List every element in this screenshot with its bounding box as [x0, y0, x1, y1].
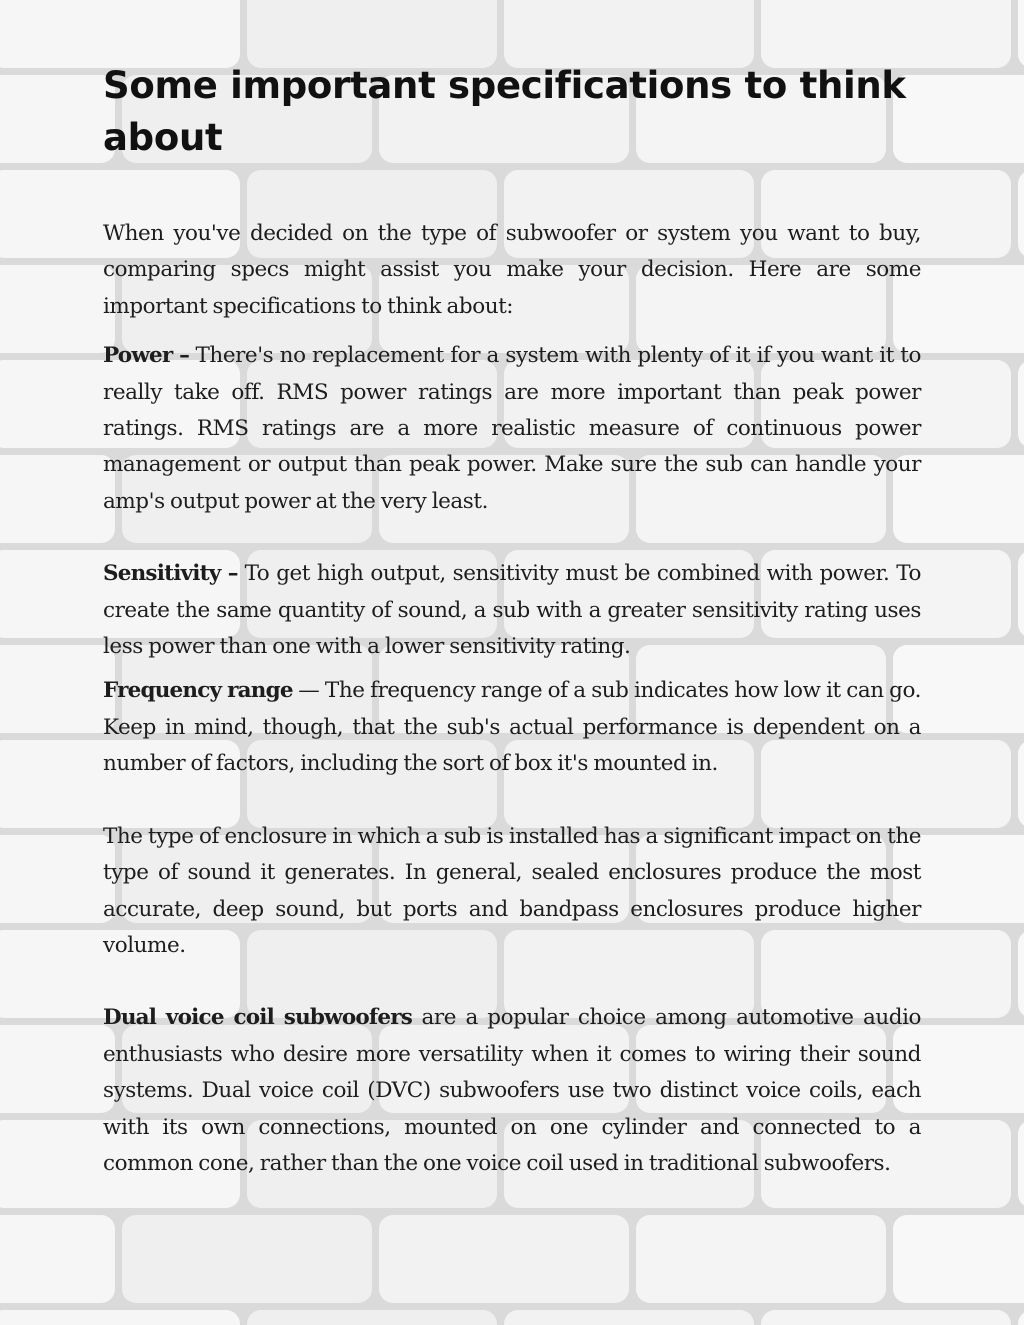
brick	[1018, 740, 1024, 828]
brick	[636, 1215, 886, 1303]
brick	[761, 1310, 1011, 1325]
power-text: There's no replacement for a system with plenty of it if you want it to really take off. RMS power ratings are more important than peak power ratings. RMS ratings are a more realistic measure of continuous power management or output than peak power. Make sure the sub can handle your amp's output power at the very least.	[103, 343, 921, 514]
brick	[504, 0, 754, 68]
power-term: Power –	[103, 343, 190, 369]
frequency-paragraph	[103, 673, 921, 782]
brick	[0, 0, 240, 68]
brick	[247, 1310, 497, 1325]
enclosure-paragraph: The type of enclosure in which a sub is installed has a significant impact on the type of sound it generates. In general, sealed enclosures produce the most accurate, deep sound, but ports and bandpass enclosures produce higher volume.	[103, 823, 921, 958]
frequency-term: Frequency range	[103, 678, 293, 704]
brick	[1018, 0, 1024, 68]
brick	[0, 265, 115, 353]
brick	[1018, 1120, 1024, 1208]
brick	[1018, 170, 1024, 258]
brick	[0, 1025, 115, 1113]
brick	[247, 0, 497, 68]
brick	[122, 1215, 372, 1303]
dual-voice-coil-paragraph	[103, 1000, 921, 1182]
frequency-text: — The frequency range of a sub indicates how low it can go. Keep in mind, though, that the sub's actual performance is dependent on a number of factors, including the sort of box it's mounted in.	[103, 678, 921, 777]
sensitivity-text: To get high output, sensitivity must be combined with power. To create the same quantity of sound, a sub with a greater sensitivity rating uses less power than one with a lower sensitivity rating.	[103, 561, 921, 660]
intro-paragraph: When you've decided on the type of subwoofer or system you want to buy, comparing specs might assist you make your decision. Here are some important specifications to think about:	[103, 221, 921, 319]
brick	[379, 1215, 629, 1303]
brick	[0, 75, 115, 163]
sensitivity-term: Sensitivity –	[103, 561, 238, 587]
dual-voice-coil-term: Dual voice coil subwoofers	[103, 1005, 413, 1031]
brick	[0, 455, 115, 543]
brick	[0, 1215, 115, 1303]
brick	[0, 835, 115, 923]
article	[103, 60, 921, 1182]
brick	[0, 645, 115, 733]
brick	[1018, 550, 1024, 638]
brick	[504, 1310, 754, 1325]
power-paragraph	[103, 338, 921, 520]
brick	[1018, 930, 1024, 1018]
brick	[1018, 360, 1024, 448]
page-title: Some important specifications to think about	[103, 64, 906, 159]
dual-voice-coil-text: are a popular choice among automotive audio enthusiasts who desire more versatility when it comes to wiring their sound systems. Dual voice coil (DVC) subwoofers use two distinct voice coils, each with its own connections, mounted on one cylinder and connected to a common cone, rather than the one voice coil used in traditional subwoofers.	[103, 1005, 921, 1176]
brick	[761, 0, 1011, 68]
brick	[893, 1215, 1024, 1303]
brick	[0, 1310, 240, 1325]
sensitivity-paragraph	[103, 556, 921, 665]
